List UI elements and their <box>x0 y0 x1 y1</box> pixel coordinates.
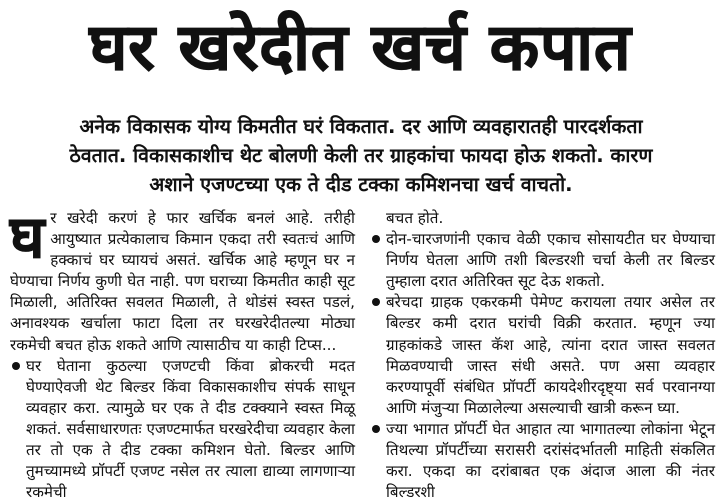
headline: घर खरेदीत खर्च कपात <box>89 11 632 85</box>
intro-paragraph <box>10 203 355 356</box>
article-column-right <box>370 208 715 503</box>
standfirst-line: ठेवतात. विकासकाशीच थेट बोलणी केली तर ग्राहकांचा फायदा होऊ शकतो. कारण <box>69 144 653 167</box>
article-column-left <box>10 203 355 503</box>
standfirst-line: अशाने एजण्टच्या एक ते दीड टक्का कमिशनचा खर्च वाचतो. <box>149 173 573 196</box>
tip-bullet: घर घेताना कुठल्या एजण्टची किंवा ब्रोकरची मदत घेण्याऐवजी थेट बिल्डर किंवा विकासकाशीच संपर्क साधून व्यवहार करा. त्यामुळे घर एक ते दीड टक्क्याने स्वस्त मिळू शकतं. सर्वसाधारणतः एजण्टमार्फत घरखरेदीचा व्यवहार केला तर तो एक ते दीड टक्का कमिशन घेतो. बिल्डर आणि तुमच्यामध्ये प्रॉपर्टी एजण्ट नसेल तर त्याला द्याव्या लागणाऱ्या रकमेची <box>10 356 355 503</box>
standfirst <box>14 112 708 199</box>
standfirst-line: अनेक विकासक योग्य किमतीत घरं विकतात. दर आणि व्यवहारातही पारदर्शकता <box>79 115 643 138</box>
drop-cap: घ <box>10 203 45 271</box>
intro-text: र खरेदी करणं हे फार खर्चिक बनलं आहे. तरीही आयुष्यात प्रत्येकालाच किमान एकदा तरी स्वतःचं आणि हक्काचं घर घ्यायचं असतं. खर्चिक आहे म्हणून घर न घेण्याचा निर्णय कुणी घेत नाही. पण घराच्या किमतीत काही सूट मिळाली, अतिरिक्त सवलत मिळाली, ते थोडंसं स्वस्त पडलं, अनावश्यक खर्चाला फाटा दिला तर घरखरेदीतल्या मोठ्या रकमेची बचत होऊ शकते आणि त्यासाठीच या काही टिप्स... <box>10 209 355 354</box>
tip-bullet: ज्या भागात प्रॉपर्टी घेत आहात त्या भागातल्या लोकांना भेटून तिथल्या प्रॉपर्टीच्या सरासरी दरांसंदर्भातली माहिती संकलित करा. एकदा का दरांबाबत एक अंदाज आला की नंतर बिल्डरशी <box>370 419 715 503</box>
tip-bullet: दोन-चारजणांनी एकाच वेळी एकाच सोसायटीत घर घेण्याचा निर्णय घेतला आणि तशी बिल्डरशी चर्चा केली तर बिल्डर तुम्हाला दरात अतिरिक्त सूट देऊ शकतो. <box>370 229 715 292</box>
tip-bullet: बरेचदा ग्राहक एकरकमी पेमेण्ट करायला तयार असेल तर बिल्डर कमी दरात घरांची विक्री करतात. म्हणून ज्या ग्राहकांकडे जास्त कॅश आहे, त्यांना दरात जास्त सवलत मिळवण्याची जास्त संधी असते. पण असा व्यवहार करण्यापूर्वी संबंधित प्रॉपर्टी कायदेशीरदृष्ट्या सर्व परवानग्या आणि मंजुऱ्या मिळालेल्या असल्याची खात्री करून घ्या. <box>370 292 715 419</box>
continued-text: बचत होते. <box>386 209 444 227</box>
